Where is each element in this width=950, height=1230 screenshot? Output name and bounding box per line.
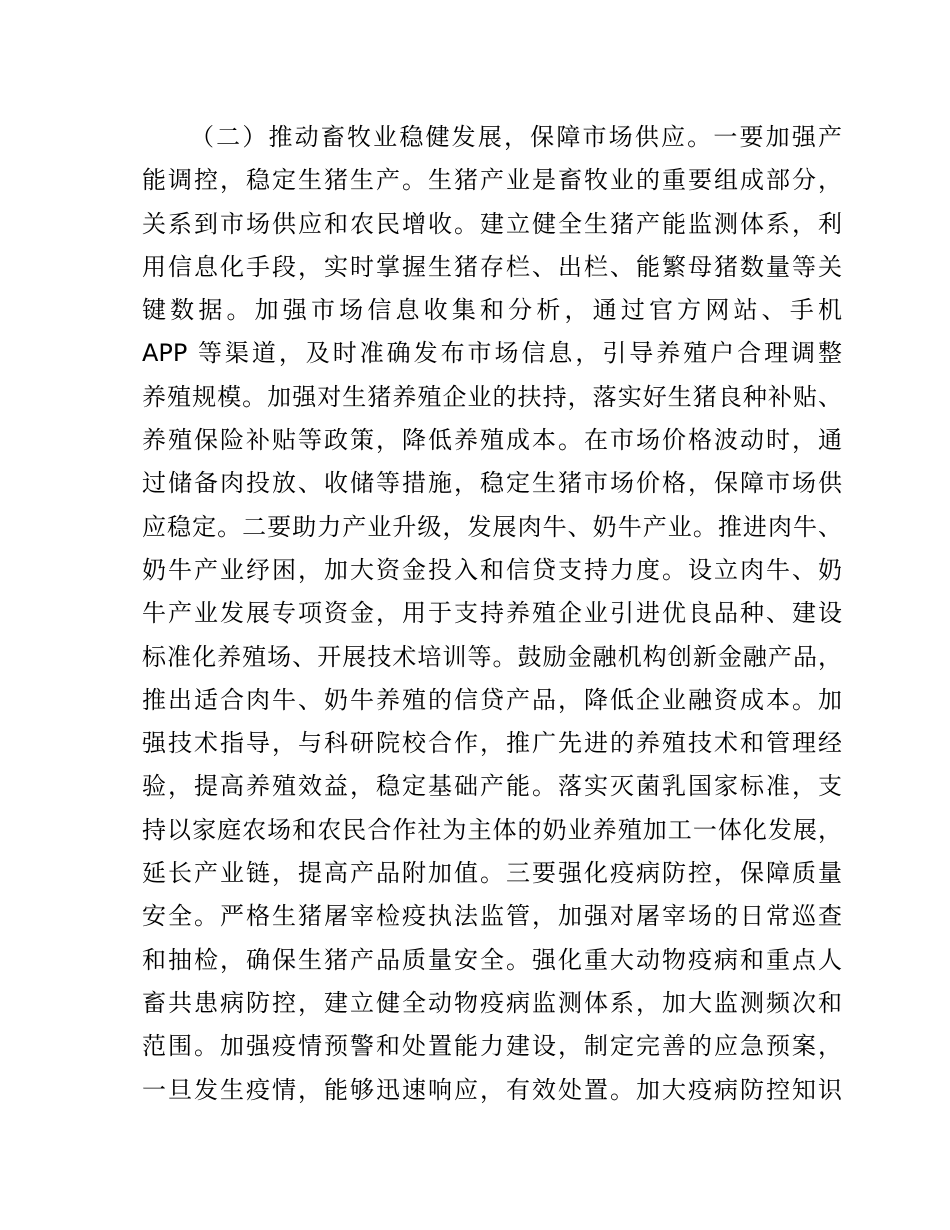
paragraph-line: 应稳定。二要助力产业升级，发展肉牛、奶牛产业。推进肉牛、 [142,512,842,541]
paragraph-line: APP 等渠道，及时准确发布市场信息，引导养殖户合理调整 [142,339,842,368]
paragraph-line: 一旦发生疫情，能够迅速响应，有效处置。加大疫病防控知识 [142,1075,842,1104]
paragraph-line: 安全。严格生猪屠宰检疫执法监管，加强对屠宰场的日常巡查 [142,902,842,931]
paragraph-line: 过储备肉投放、收储等措施，稳定生猪市场价格，保障市场供 [142,469,842,498]
paragraph-line: 养殖保险补贴等政策，降低养殖成本。在市场价格波动时，通 [142,426,842,455]
paragraph-line: 养殖规模。加强对生猪养殖企业的扶持，落实好生猪良种补贴、 [142,382,842,411]
paragraph-line: 持以家庭农场和农民合作社为主体的奶业养殖加工一体化发展， [142,815,842,844]
paragraph-line: 延长产业链，提高产品附加值。三要强化疫病防控，保障质量 [142,859,842,888]
paragraph-line: 用信息化手段，实时掌握生猪存栏、出栏、能繁母猪数量等关 [142,252,842,281]
paragraph-line: 能调控，稳定生猪生产。生猪产业是畜牧业的重要组成部分， [142,166,842,195]
paragraph-line: 畜共患病防控，建立健全动物疫病监测体系，加大监测频次和 [142,988,842,1017]
paragraph-line: 键数据。加强市场信息收集和分析，通过官方网站、手机 [142,296,842,325]
paragraph-line: 推出适合肉牛、奶牛养殖的信贷产品，降低企业融资成本。加 [142,685,842,714]
paragraph-line: 牛产业发展专项资金，用于支持养殖企业引进优良品种、建设 [142,599,842,628]
paragraph-line: 和抽检，确保生猪产品质量安全。强化重大动物疫病和重点人 [142,945,842,974]
body-paragraph [142,116,842,1112]
paragraph-line: 强技术指导，与科研院校合作，推广先进的养殖技术和管理经 [142,729,842,758]
paragraph-line: 关系到市场供应和农民增收。建立健全生猪产能监测体系，利 [142,209,842,238]
paragraph-line: 标准化养殖场、开展技术培训等。鼓励金融机构创新金融产品， [142,642,842,671]
paragraph-line: 验，提高养殖效益，稳定基础产能。落实灭菌乳国家标准，支 [142,772,842,801]
paragraph-line: （二）推动畜牧业稳健发展，保障市场供应。一要加强产 [190,123,842,151]
paragraph-line: 奶牛产业纾困，加大资金投入和信贷支持力度。设立肉牛、奶 [142,555,842,584]
paragraph-line: 范围。加强疫情预警和处置能力建设，制定完善的应急预案， [142,1032,842,1061]
